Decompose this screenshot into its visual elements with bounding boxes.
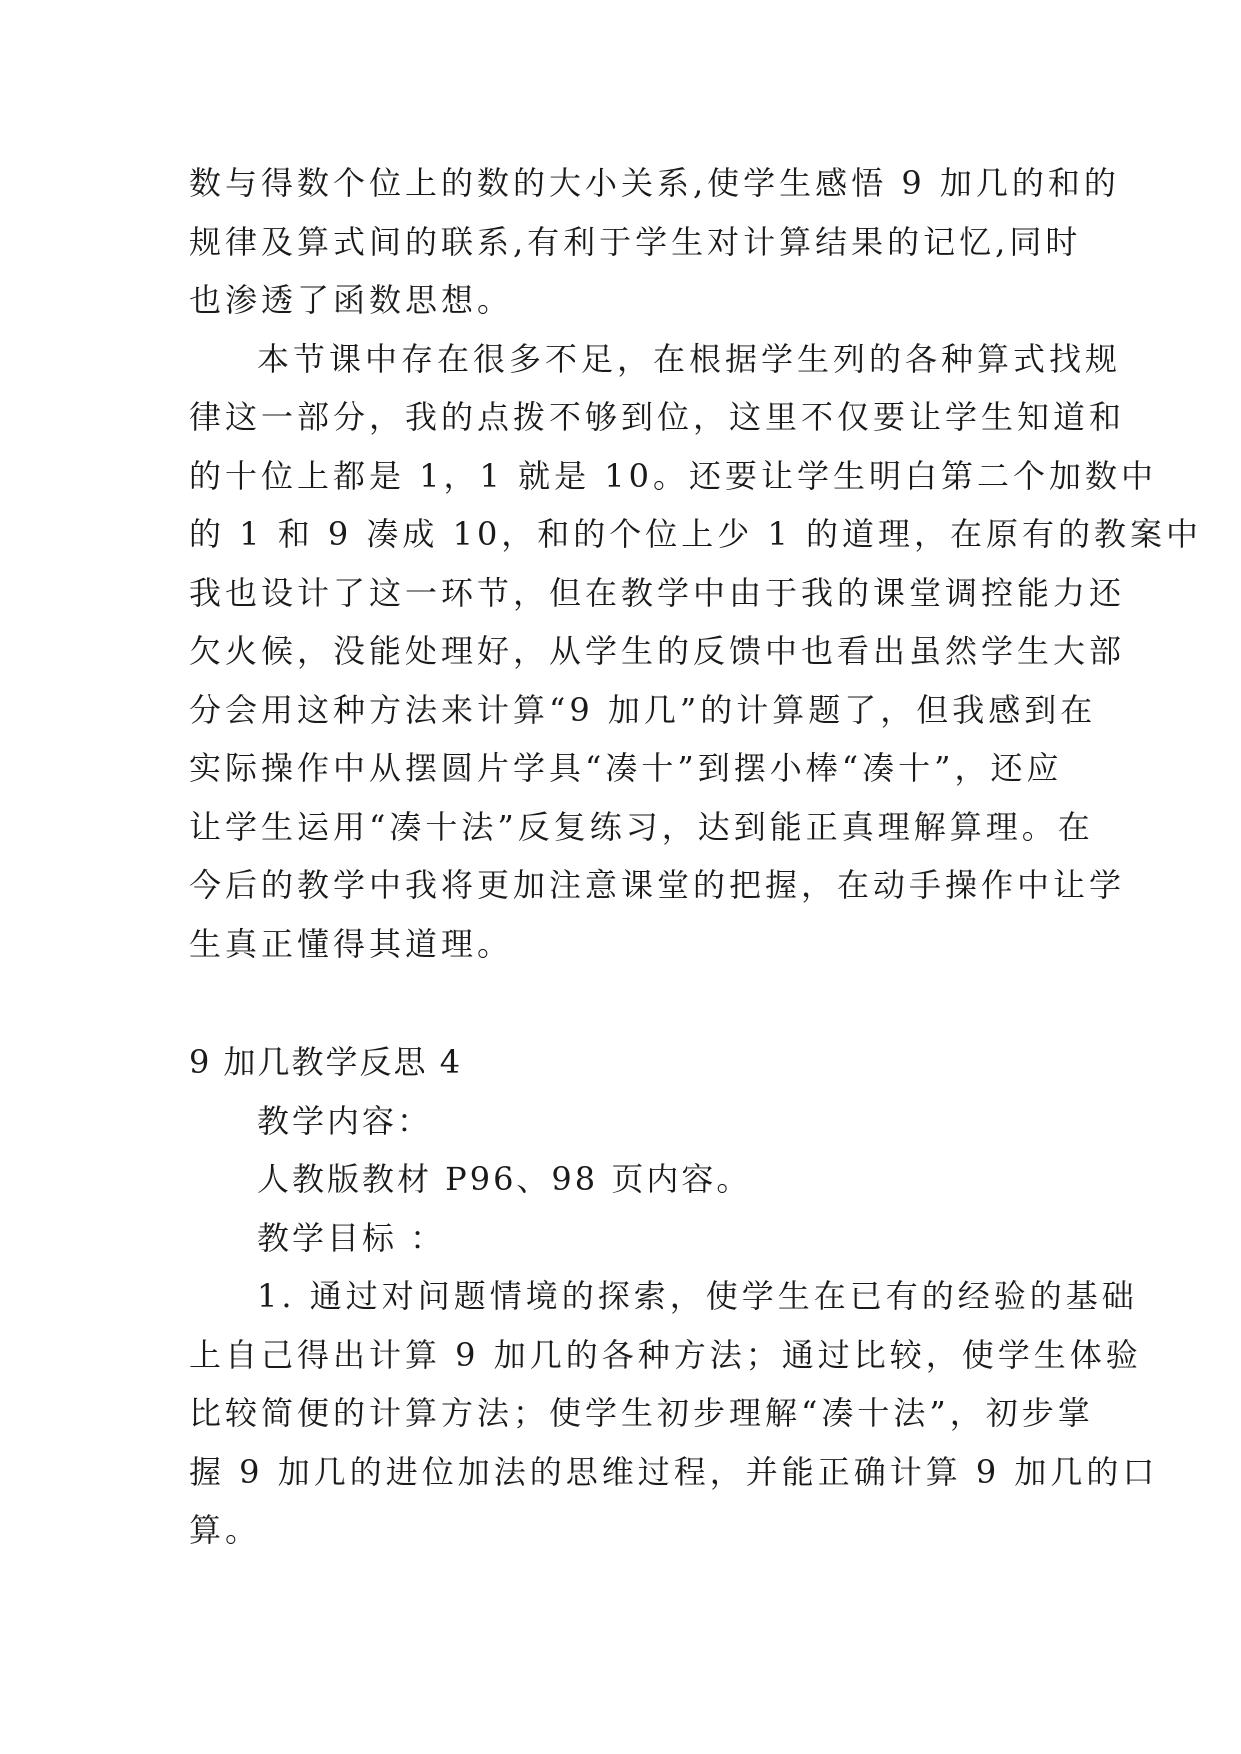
text-line: 规律及算式间的联系,有利于学生对计算结果的记忆,同时 (189, 222, 1082, 261)
text-line: 的十位上都是 1，1 就是 10。还要让学生明白第二个加数中 (189, 456, 1157, 495)
content-label: 教学内容： (257, 1101, 433, 1140)
text-line: 数与得数个位上的数的大小关系,使学生感悟 9 加几的和的 (189, 164, 1120, 202)
text-line: 本节课中存在很多不足，在根据学生列的各种算式找规 (257, 339, 1122, 378)
text-line: 的 1 和 9 凑成 10，和的个位上少 1 的道理，在原有的教案中 (189, 515, 1203, 553)
paragraph-continuation (189, 154, 1120, 330)
text-line: 实际操作中从摆圆片学具“凑十”到摆小棒“凑十”，还应 (189, 749, 1063, 787)
section-spacer (189, 973, 1049, 1033)
text-line: 让学生运用“凑十法”反复练习，达到能正真理解算理。在 (189, 807, 1094, 846)
goal-label: 教学目标 ： (257, 1218, 446, 1257)
document-page (189, 154, 1203, 1560)
text-line: 1. 通过对问题情境的探索，使学生在已有的经验的基础 (257, 1277, 1138, 1315)
text-line: 律这一部分，我的点拨不够到位，这里不仅要让学生知道和 (189, 398, 1126, 436)
text-line: 今后的教学中我将更加注意课堂的把握，在动手操作中让学 (189, 866, 1126, 904)
paragraph-reflection (189, 330, 1203, 974)
text-line: 也渗透了函数思想。 (189, 281, 514, 319)
text-line: 欠火候，没能处理好，从学生的反馈中也看出虽然学生大部 (189, 632, 1126, 670)
section-heading: 9 加几教学反思 4 (189, 1043, 463, 1081)
text-line: 生真正懂得其道理。 (189, 924, 514, 963)
text-line: 算。 (189, 1511, 262, 1549)
text-line: 分会用这种方法来计算“9 加几”的计算题了，但我感到在 (189, 690, 1097, 729)
text-line: 上自己得出计算 9 加几的各种方法；通过比较，使学生体验 (189, 1335, 1142, 1374)
text-line: 我也设计了这一环节，但在教学中由于我的课堂调控能力还 (189, 573, 1126, 612)
text-line: 握 9 加几的进位加法的思维过程，并能正确计算 9 加几的口 (189, 1452, 1159, 1491)
text-line: 比较简便的计算方法；使学生初步理解“凑十法”，初步掌 (189, 1394, 1094, 1432)
paragraph-goal-1 (189, 1267, 1159, 1560)
content-text: 人教版教材 P96、98 页内容。 (257, 1160, 752, 1198)
